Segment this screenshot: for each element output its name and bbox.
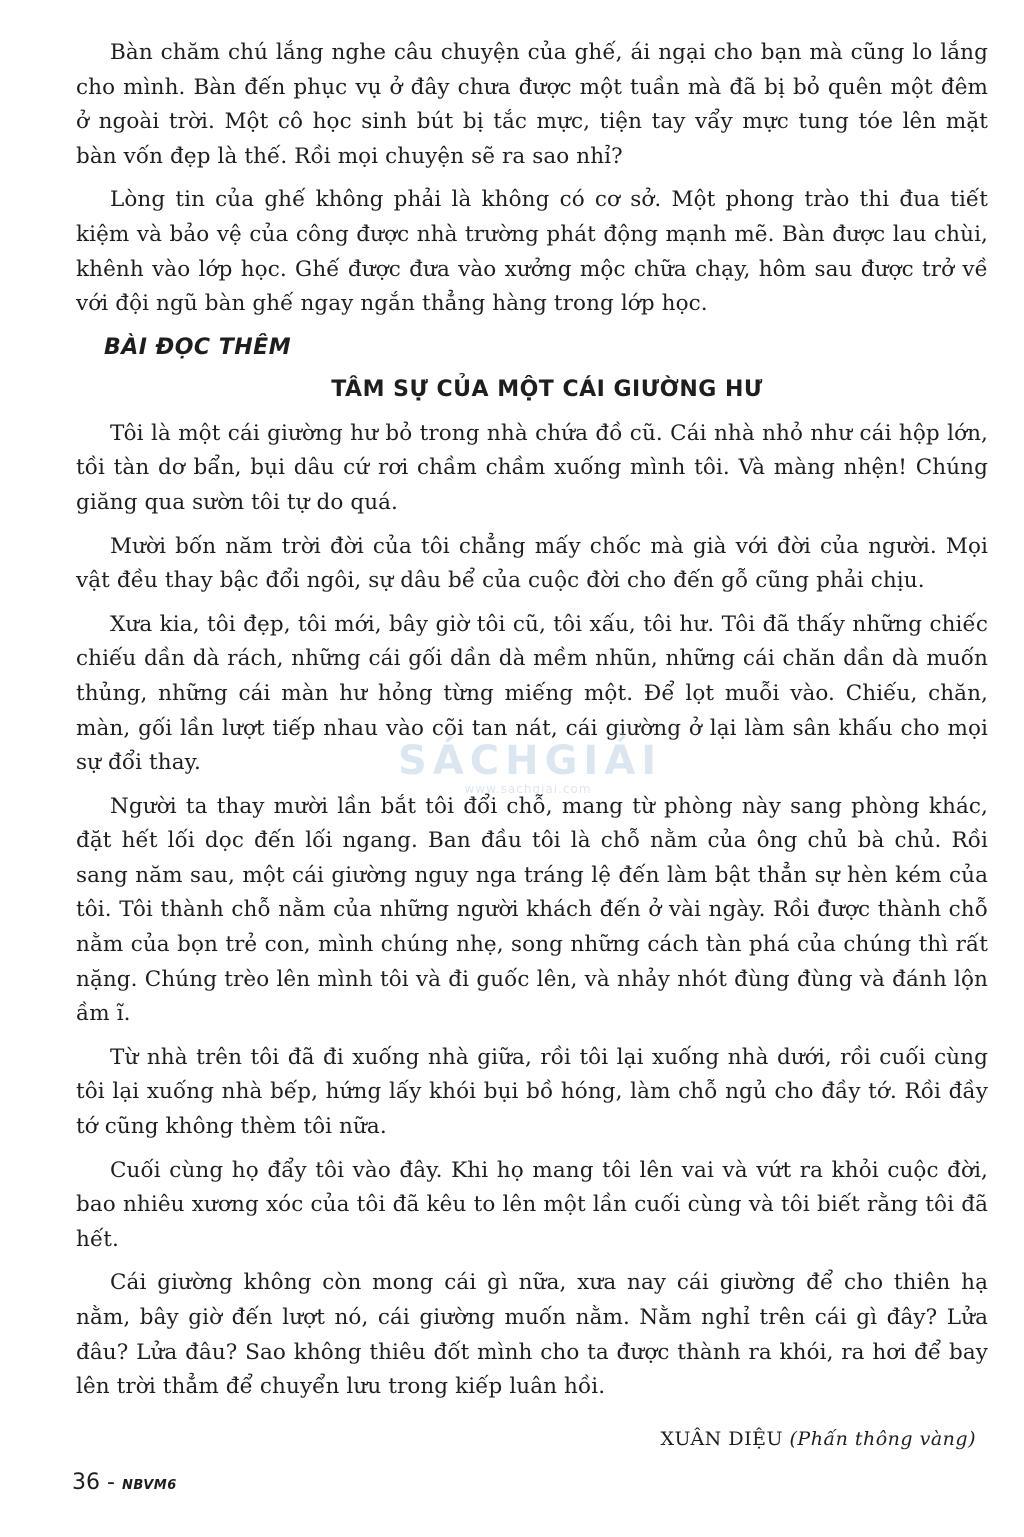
story-paragraph-1: Tôi là một cái giường hư bỏ trong nhà chứa đồ cũ. Cái nhà nhỏ như cái hộp lớn, tồi tàn dơ bẩn, bụi dâu cứ rơi chầm chầm xuống mình tôi. Và màng nhện! Chúng giăng qua sườn tôi tự do quá. — [76, 420, 988, 515]
intro-paragraph-2: Lòng tin của ghế không phải là không có cơ sở. Một phong trào thi đua tiết kiệm và bảo vệ của công được nhà trường phát động mạnh mẽ. Bàn được lau chùi, khênh vào lớp học. Ghế được đưa vào xưởng mộc chữa chạy, hôm sau được trở về với đội ngũ bàn ghế ngay ngắn thẳng hàng trong lớp học. — [76, 187, 988, 317]
page-content — [76, 36, 988, 1414]
attribution-author: XUÂN DIỆU — [660, 1428, 783, 1450]
story-title: TÂM SỰ CỦA MỘT CÁI GIƯỜNG HƯ — [331, 376, 763, 402]
intro-paragraph-1: Bàn chăm chú lắng nghe câu chuyện của ghế, ái ngại cho bạn mà cũng lo lắng cho mình. Bàn đến phục vụ ở đây chưa được một tuần mà đã bị bỏ quên một đêm ở ngoài trời. Một cô học sinh bút bị tắc mực, tiện tay vẩy mực tung tóe lên mặt bàn vốn đẹp là thế. Rồi mọi chuyện sẽ ra sao nhỉ? — [76, 40, 988, 169]
story-paragraph-7: Cái giường không còn mong cái gì nữa, xưa nay cái giường để cho thiên hạ nằm, bây giờ đến lượt nó, cái giường muốn nằm. Nằm nghỉ trên cái gì đây? Lửa đâu? Lửa đâu? Sao không thiêu đốt mình cho ta được thành ra khói, ra hơi để bay lên trời thẳm để chuyển lưu trong kiếp luân hồi. — [76, 1270, 988, 1400]
footer-separator: - — [107, 1470, 115, 1495]
attribution — [661, 1425, 977, 1453]
story-paragraph-6: Cuối cùng họ đẩy tôi vào đây. Khi họ mang tôi lên vai và vứt ra khỏi cuộc đời, bao nhiêu xương xóc của tôi đã kêu to lên một lần cuối cùng và tôi biết rằng tôi đã hết. — [76, 1157, 988, 1252]
attribution-work: (Phấn thông vàng) — [789, 1428, 976, 1450]
story-paragraph-3: Xưa kia, tôi đẹp, tôi mới, bây giờ tôi cũ, tôi xấu, tôi hư. Tôi đã thấy những chiếc chiếu dần dà rách, những cái gối dần dà mềm nhũn, những cái chăn dần dà muốn thủng, những cái màn hư hỏng từng miếng một. Để lọt muỗi vào. Chiếu, chăn, màn, gối lần lượt tiếp nhau vào cõi tan nát, cái giường ở lại làm sân khấu cho mọi sự đổi thay. — [76, 611, 988, 776]
page-number: 36 — [72, 1470, 100, 1495]
book-code: NBVM6 — [121, 1478, 177, 1493]
story-paragraph-5: Từ nhà trên tôi đã đi xuống nhà giữa, rồi tôi lại xuống nhà dưới, rồi cuối cùng tôi lại xuống nhà bếp, hứng lấy khói bụi bồ hóng, làm chỗ ngủ cho đầy tớ. Rồi đầy tớ cũng không thèm tôi nữa. — [76, 1044, 988, 1140]
watermark-text: SÁCHGIẢI — [398, 738, 663, 784]
page-footer — [72, 1468, 177, 1501]
watermark-url: www.sachgiai.com — [464, 782, 592, 796]
section-label: BÀI ĐỌC THÊM — [104, 334, 292, 360]
story-paragraph-2: Mười bốn năm trời đời của tôi chẳng mấy chốc mà già với đời của người. Mọi vật đều thay bậc đổi ngôi, sự dâu bể của cuộc đời cho đến gỗ cũng phải chịu. — [76, 533, 988, 594]
story-paragraph-4: Người ta thay mười lần bắt tôi đổi chỗ, mang từ phòng này sang phòng khác, đặt hết lối dọc đến lối ngang. Ban đầu tôi là chỗ nằm của ông chủ bà chủ. Rồi sang năm sau, một cái giường nguy nga tráng lệ đến làm bật thẳn sự hèn kém của tôi. Tôi thành chỗ nằm của những người khách đến ở vài ngày. Rồi được thành chỗ nằm của bọn trẻ con, mình chúng nhẹ, song những cách tàn phá của chúng thì rất nặng. Chúng trèo lên mình tôi và đi guốc lên, và nhảy nhót đùng đùng và đánh lộn ầm ĩ. — [76, 793, 988, 1027]
